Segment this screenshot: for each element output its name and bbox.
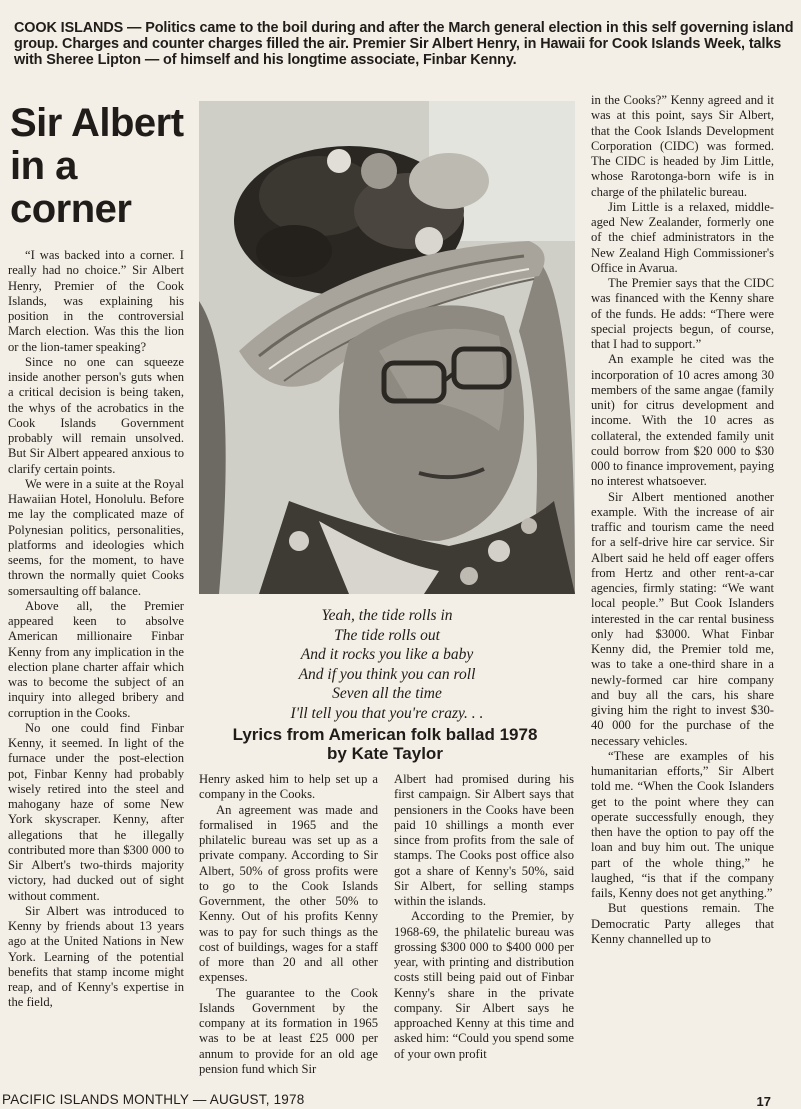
article-paragraph: Since no one can squeeze inside another person's guts when a critical decision is being taken, the whys of the acrobatics in the Cook Islands Government probably will remain unsolved. But Sir Albert appeared anxious to clarify certain points.	[8, 354, 184, 476]
portrait-photo	[199, 101, 575, 594]
article-paragraph: An example he cited was the incorporation of 10 acres among 30 members of the same angae (family unit) for citrus development and income. With the 10 acres as collateral, the extended family unit could borrow from $20 000 to $30 000 to finance improvement, paying no interest whatsoever.	[591, 352, 774, 489]
lyric-line: The tide rolls out	[334, 626, 440, 644]
publication-footer: PACIFIC ISLANDS MONTHLY — AUGUST, 1978	[2, 1092, 305, 1107]
lyric-credit: Lyrics from American folk ballad 1978 by Kate Taylor	[232, 725, 538, 763]
article-paragraph: “These are examples of his humanitarian efforts,” Sir Albert told me. “When the Cook Islanders get to the point where they can operate successfully enough, they then have the option to pay off the loan and buy him out. The unique part of the whole thing,” he laughed, “is that if the company fails, Kenny does not get anything.”	[591, 748, 774, 900]
lyric-line: Seven all the time	[332, 685, 442, 703]
headline-line: corner	[10, 187, 132, 231]
headline	[10, 102, 200, 231]
article-paragraph: Albert had promised during his first campaign. Sir Albert says that pensioners in the Cooks have been paid 10 shillings a month ever since from profits from the sale of stamps. The Cooks post office also got a share of Kenny's 50%, said Sir Albert, for selling stamps within the islands.	[394, 772, 574, 908]
article-paragraph: According to the Premier, by 1968-69, the philatelic bureau was grossing $300 000 to $400 000 per year, with printing and distribution costs still being paid out of Finbar Kenny's share in the private company. Sir Albert says he approached Kenny at this time and asked him: “Could you spend some of your own profit	[394, 909, 574, 1061]
article-paragraph: No one could find Finbar Kenny, it seemed. In light of the furnace under the post-election pot, Finbar Kenny had probably wisely retired into the steel and mahogany haze of some New York skyscraper. Kenny, after allegations that he illegally contributed more than $300 000 to Sir Albert's two-thirds majority victory, had ducked out of sight without comment.	[8, 720, 184, 903]
article-paragraph: in the Cooks?” Kenny agreed and it was at this point, says Sir Albert, that the Cook Islands Development Corporation (CIDC) was formed. The CIDC is headed by Jim Little, whose Rarotonga-born wife is in charge of the philatelic bureau.	[591, 93, 774, 199]
article-paragraph: The Premier says that the CIDC was financed with the Kenny share of the funds. He adds: “There were special projects begun, of course, that I had to support.”	[591, 276, 774, 351]
portrait-illustration	[199, 101, 575, 594]
lyric-line: I'll tell you that you're crazy. . .	[290, 704, 484, 722]
lyric-line: And if you think you can roll	[298, 665, 476, 683]
lyric-line: And it rocks you like a baby	[300, 646, 474, 664]
article-paragraph: Sir Albert mentioned another example. With the increase of air traffic and tourism came the need for a self-drive hire car service. Sir Albert said he held off eager offers from Hertz and other rent-a-car agencies, firmly stating: “We want local people.” But Cook Islanders interested in the car rental business only had $3000. What Finbar Kenny did, the Premier told me, was to take a one-third share in a newly-formed car hire company and buy all the cars, his share giving him the right to invest $30-40 000 for the purchase of the necessary vehicles.	[591, 489, 774, 748]
article-paragraph: Henry asked him to help set up a company in the Cooks.	[199, 772, 378, 802]
standfirst: COOK ISLANDS — Politics came to the boil during and after the March general election in this self governing island group. Charges and counter charges filled the air. Premier Sir Albert Henry, in Hawaii for Cook Islands Week, talks with Sheree Lipton — of himself and his longtime associate, Finbar Kenny.	[14, 20, 794, 68]
article-paragraph: But questions remain. The Democratic Party alleges that Kenny channelled up to	[591, 901, 774, 946]
page-number: 17	[756, 1094, 771, 1109]
headline-line: in a	[10, 144, 77, 188]
article-paragraph: We were in a suite at the Royal Hawaiian Hotel, Honolulu. Before me lay the complicated maze of Polynesian politics, personalities, platforms and ideologies which seems, for the moment, to have thrown the normally quiet Cooks somersaulting off balance.	[8, 476, 184, 598]
headline-line: Sir Albert	[10, 101, 184, 145]
article-column-3	[394, 772, 574, 1088]
article-column-1	[8, 248, 184, 1088]
article-column-2	[199, 772, 378, 1088]
article-paragraph: The guarantee to the Cook Islands Government by the company at its formation in 1965 was to be at least £25 000 per annum to provide for an old age pension fund which Sir	[199, 985, 378, 1076]
article-paragraph: Jim Little is a relaxed, middle-aged New Zealander, formerly one of the chief administrators in the New Zealand High Commissioner's Office in Avarua.	[591, 199, 774, 275]
article-column-4	[591, 93, 774, 1088]
article-paragraph: An agreement was made and formalised in 1965 and the philatelic bureau was set up as a private company. According to Sir Albert, 50% of gross profits were to go to the Cook Islands Government, the other 50% to Kenny. Out of his profits Kenny was to pay for such things as the cost of buildings, wages for a staff of more than 20 and all other expenses.	[199, 802, 378, 985]
article-paragraph: “I was backed into a corner. I really had no choice.” Sir Albert Henry, Premier of the Cook Islands, was explaining his position in the controversial March election. Was this the lion or the lion-tamer speaking?	[8, 248, 184, 354]
lyric-line: Yeah, the tide rolls in	[321, 607, 453, 624]
article-paragraph: Sir Albert was introduced to Kenny by friends about 13 years ago at the United Nations in New York. Learning of the potential benefits that stamp income might reap, and of Kenny's expertise in the field,	[8, 903, 184, 1010]
lyric-quote	[199, 606, 575, 724]
article-paragraph: Above all, the Premier appeared keen to absolve American millionaire Finbar Kenny from any implication in the election plane charter affair which was to become the subject of an inquiry into alleged bribery and corruption in the Cooks.	[8, 598, 184, 720]
